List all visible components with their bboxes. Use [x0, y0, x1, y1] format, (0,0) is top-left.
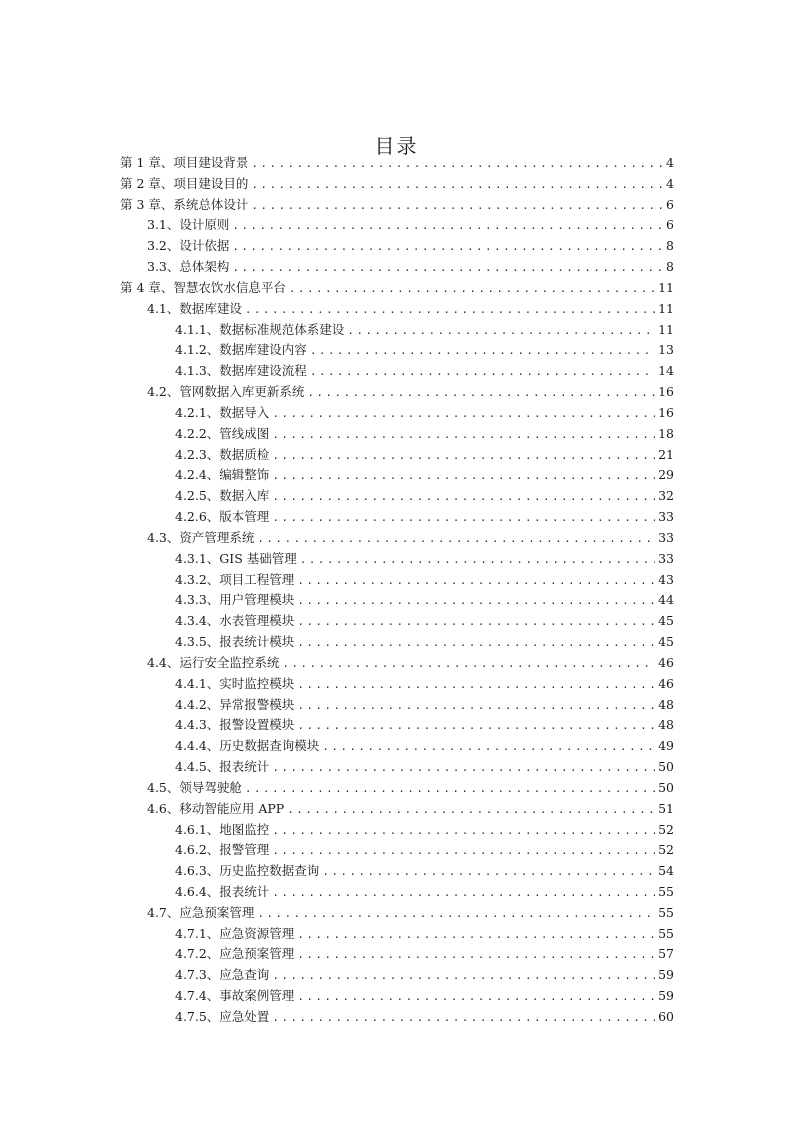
dot-leader — [251, 175, 663, 196]
toc-entry[interactable] — [120, 320, 674, 341]
toc-entry[interactable] — [120, 257, 674, 278]
toc-entry-label: 4.4.2、异常报警模块 — [175, 696, 295, 712]
toc-entry-label: 4.6.4、报表统计 — [175, 883, 270, 899]
dot-leader — [251, 196, 663, 217]
toc-entry-page-number: 16 — [658, 384, 674, 400]
dot-leader — [272, 841, 655, 862]
dot-leader — [287, 800, 655, 821]
dot-leader — [245, 779, 655, 800]
toc-entry[interactable] — [120, 361, 674, 382]
dot-leader — [272, 883, 655, 904]
toc-entry-page-number: 33 — [658, 550, 674, 566]
toc-entry-label: 3.1、设计原则 — [147, 217, 230, 233]
toc-entry[interactable] — [120, 340, 674, 361]
toc-entry-label: 4.2.2、管线成图 — [175, 425, 270, 441]
toc-entry-page-number: 48 — [658, 696, 674, 712]
dot-leader — [272, 508, 655, 529]
toc-entry-page-number: 18 — [658, 425, 674, 441]
toc-entry-label: 第 4 章、智慧农饮水信息平台 — [120, 279, 286, 295]
dot-leader — [310, 341, 655, 362]
dot-leader — [232, 216, 663, 237]
toc-entry-label: 4.7.2、应急预案管理 — [175, 946, 295, 962]
toc-entry-page-number: 11 — [658, 321, 674, 337]
toc-entry[interactable] — [120, 445, 674, 466]
toc-entry-page-number: 46 — [658, 675, 674, 691]
toc-entry-label: 4.5、领导驾驶舱 — [147, 779, 242, 795]
toc-entry-label: 4.2、管网数据入库更新系统 — [147, 384, 305, 400]
toc-entry-label: 4.1.1、数据标准规范体系建设 — [175, 321, 345, 337]
dot-leader — [322, 737, 655, 758]
toc-entry-label: 4.3.5、报表统计模块 — [175, 634, 295, 650]
toc-entry-label: 3.3、总体架构 — [147, 259, 230, 275]
toc-entry[interactable] — [120, 799, 674, 820]
toc-entry-label: 4.7.3、应急查询 — [175, 967, 270, 983]
toc-entry-page-number: 8 — [666, 259, 674, 275]
toc-entry-label: 4.1.3、数据库建设流程 — [175, 363, 307, 379]
toc-entry[interactable] — [120, 590, 674, 611]
dot-leader — [272, 758, 655, 779]
toc-entry-page-number: 43 — [658, 571, 674, 587]
toc-entry-label: 4.7、应急预案管理 — [147, 904, 255, 920]
toc-entry[interactable] — [120, 570, 674, 591]
toc-entry-page-number: 57 — [658, 946, 674, 962]
toc-entry[interactable] — [120, 632, 674, 653]
dot-leader — [272, 487, 655, 508]
toc-entry-label: 4.2.5、数据入库 — [175, 488, 270, 504]
toc-entry-label: 4.7.4、事故案例管理 — [175, 988, 295, 1004]
toc-entry-page-number: 21 — [658, 446, 674, 462]
dot-leader — [257, 904, 655, 925]
toc-entry[interactable] — [120, 736, 674, 757]
toc-entry[interactable] — [120, 195, 674, 216]
toc-entry-label: 4.6.2、报警管理 — [175, 842, 270, 858]
dot-leader — [297, 591, 655, 612]
toc-entry[interactable] — [120, 882, 674, 903]
toc-entry-label: 4.6.1、地图监控 — [175, 821, 270, 837]
toc-entry[interactable] — [120, 486, 674, 507]
dot-leader — [272, 446, 655, 467]
toc-entry[interactable] — [120, 424, 674, 445]
toc-entry[interactable] — [120, 278, 674, 299]
toc-entry[interactable] — [120, 757, 674, 778]
toc-entry-page-number: 33 — [658, 509, 674, 525]
toc-entry-page-number: 33 — [658, 529, 674, 545]
dot-leader — [310, 362, 655, 383]
dot-leader — [297, 925, 655, 946]
toc-entry-label: 4.4.5、报表统计 — [175, 759, 270, 775]
toc-entry-page-number: 50 — [658, 779, 674, 795]
toc-entry-label: 4.2.1、数据导入 — [175, 404, 270, 420]
toc-entry-page-number: 52 — [658, 821, 674, 837]
toc-entry[interactable] — [120, 695, 674, 716]
toc-entry-label: 4.4.3、报警设置模块 — [175, 717, 295, 733]
toc-entry[interactable] — [120, 174, 674, 195]
toc-entry[interactable] — [120, 653, 674, 674]
toc-entry[interactable] — [120, 382, 674, 403]
toc-entry-label: 第 2 章、项目建设目的 — [120, 175, 249, 191]
toc-entry-page-number: 55 — [658, 883, 674, 899]
toc-entry-page-number: 59 — [658, 988, 674, 1004]
dot-leader — [300, 550, 655, 571]
toc-entry-label: 3.2、设计依据 — [147, 238, 230, 254]
toc-entry-page-number: 13 — [658, 342, 674, 358]
toc-entry-page-number: 32 — [658, 488, 674, 504]
toc-entry[interactable] — [120, 611, 674, 632]
toc-entry[interactable] — [120, 903, 674, 924]
dot-leader — [232, 237, 663, 258]
toc-entry-page-number: 29 — [658, 467, 674, 483]
toc-entry-page-number: 46 — [658, 654, 674, 670]
toc-entry-page-number: 4 — [666, 155, 674, 170]
toc-entry[interactable] — [120, 236, 674, 257]
dot-leader — [289, 279, 655, 300]
toc-entry-label: 4.3.4、水表管理模块 — [175, 613, 295, 629]
toc-entry[interactable] — [120, 507, 674, 528]
toc-entry[interactable] — [120, 944, 674, 965]
toc-entry[interactable] — [120, 924, 674, 945]
dot-leader — [297, 612, 655, 633]
toc-entry[interactable] — [120, 715, 674, 736]
dot-leader — [297, 633, 655, 654]
toc-entry-page-number: 45 — [658, 613, 674, 629]
dot-leader — [272, 466, 655, 487]
toc-entry-label: 4.7.1、应急资源管理 — [175, 925, 295, 941]
toc-entry-page-number: 52 — [658, 842, 674, 858]
toc-entry[interactable] — [120, 299, 674, 320]
toc-entry[interactable] — [120, 528, 674, 549]
dot-leader — [297, 675, 655, 696]
toc-entry-label: 4.3.1、GIS 基础管理 — [175, 550, 297, 566]
toc-entry[interactable] — [120, 820, 674, 841]
toc-entry[interactable] — [120, 840, 674, 861]
toc-entry-page-number: 8 — [666, 238, 674, 254]
toc-entry-page-number: 59 — [658, 967, 674, 983]
toc-entry-label: 4.6、移动智能应用 APP — [147, 800, 285, 816]
toc-entry-label: 4.2.4、编辑整饰 — [175, 467, 270, 483]
toc-entry[interactable] — [120, 549, 674, 570]
dot-leader — [272, 1008, 655, 1029]
dot-leader — [272, 821, 655, 842]
toc-entry-page-number: 14 — [658, 363, 674, 379]
toc-entry-page-number: 51 — [658, 800, 674, 816]
toc-entry[interactable] — [120, 861, 674, 882]
dot-leader — [232, 258, 663, 279]
dot-leader — [272, 425, 655, 446]
dot-leader — [245, 300, 655, 321]
toc-entry-page-number: 48 — [658, 717, 674, 733]
toc-entry-page-number: 16 — [658, 404, 674, 420]
toc-entry[interactable] — [120, 215, 674, 236]
dot-leader — [297, 945, 655, 966]
toc-entry[interactable] — [120, 153, 674, 174]
toc-entry-label: 4.2.3、数据质检 — [175, 446, 270, 462]
dot-leader — [282, 654, 655, 675]
toc-entry[interactable] — [120, 674, 674, 695]
toc-entry-label: 4.1、数据库建设 — [147, 300, 242, 316]
toc-entry-page-number: 4 — [666, 175, 674, 191]
toc-entry-label: 4.4.4、历史数据查询模块 — [175, 738, 320, 754]
toc-entry-page-number: 55 — [658, 925, 674, 941]
toc-entry-label: 4.7.5、应急处置 — [175, 1008, 270, 1024]
toc-entry-page-number: 55 — [658, 904, 674, 920]
dot-leader — [307, 383, 655, 404]
dot-leader — [347, 321, 655, 342]
dot-leader — [297, 696, 655, 717]
toc-entry-page-number: 6 — [666, 217, 674, 233]
toc-entry-page-number: 11 — [658, 300, 674, 316]
toc-entry-page-number: 44 — [658, 592, 674, 608]
toc-entry-label: 4.4、运行安全监控系统 — [147, 654, 280, 670]
toc-entry-page-number: 11 — [658, 279, 674, 295]
toc-entry-label: 4.2.6、版本管理 — [175, 509, 270, 525]
dot-leader — [251, 154, 663, 175]
toc-entry[interactable] — [120, 403, 674, 424]
toc-entry[interactable] — [120, 986, 674, 1007]
table-of-contents — [120, 153, 674, 1028]
toc-entry[interactable] — [120, 778, 674, 799]
toc-entry-label: 第 3 章、系统总体设计 — [120, 196, 249, 212]
dot-leader — [297, 987, 655, 1008]
dot-leader — [297, 571, 655, 592]
toc-entry-page-number: 54 — [658, 863, 674, 879]
dot-leader — [322, 862, 655, 883]
toc-entry-label: 第 1 章、项目建设背景 — [120, 155, 249, 170]
toc-entry-page-number: 60 — [658, 1008, 674, 1024]
toc-entry-label: 4.1.2、数据库建设内容 — [175, 342, 307, 358]
toc-entry-page-number: 6 — [666, 196, 674, 212]
toc-entry-page-number: 50 — [658, 759, 674, 775]
toc-entry-page-number: 49 — [658, 738, 674, 754]
toc-entry-label: 4.3.3、用户管理模块 — [175, 592, 295, 608]
dot-leader — [297, 716, 655, 737]
toc-entry[interactable] — [120, 965, 674, 986]
toc-entry[interactable] — [120, 465, 674, 486]
dot-leader — [272, 966, 655, 987]
toc-entry-label: 4.6.3、历史监控数据查询 — [175, 863, 320, 879]
toc-entry-label: 4.4.1、实时监控模块 — [175, 675, 295, 691]
toc-entry[interactable] — [120, 1007, 674, 1028]
toc-title: 目录 — [374, 134, 419, 159]
toc-entry-label: 4.3、资产管理系统 — [147, 529, 255, 545]
dot-leader — [272, 404, 655, 425]
toc-entry-page-number: 45 — [658, 634, 674, 650]
dot-leader — [257, 529, 655, 550]
toc-entry-label: 4.3.2、项目工程管理 — [175, 571, 295, 587]
